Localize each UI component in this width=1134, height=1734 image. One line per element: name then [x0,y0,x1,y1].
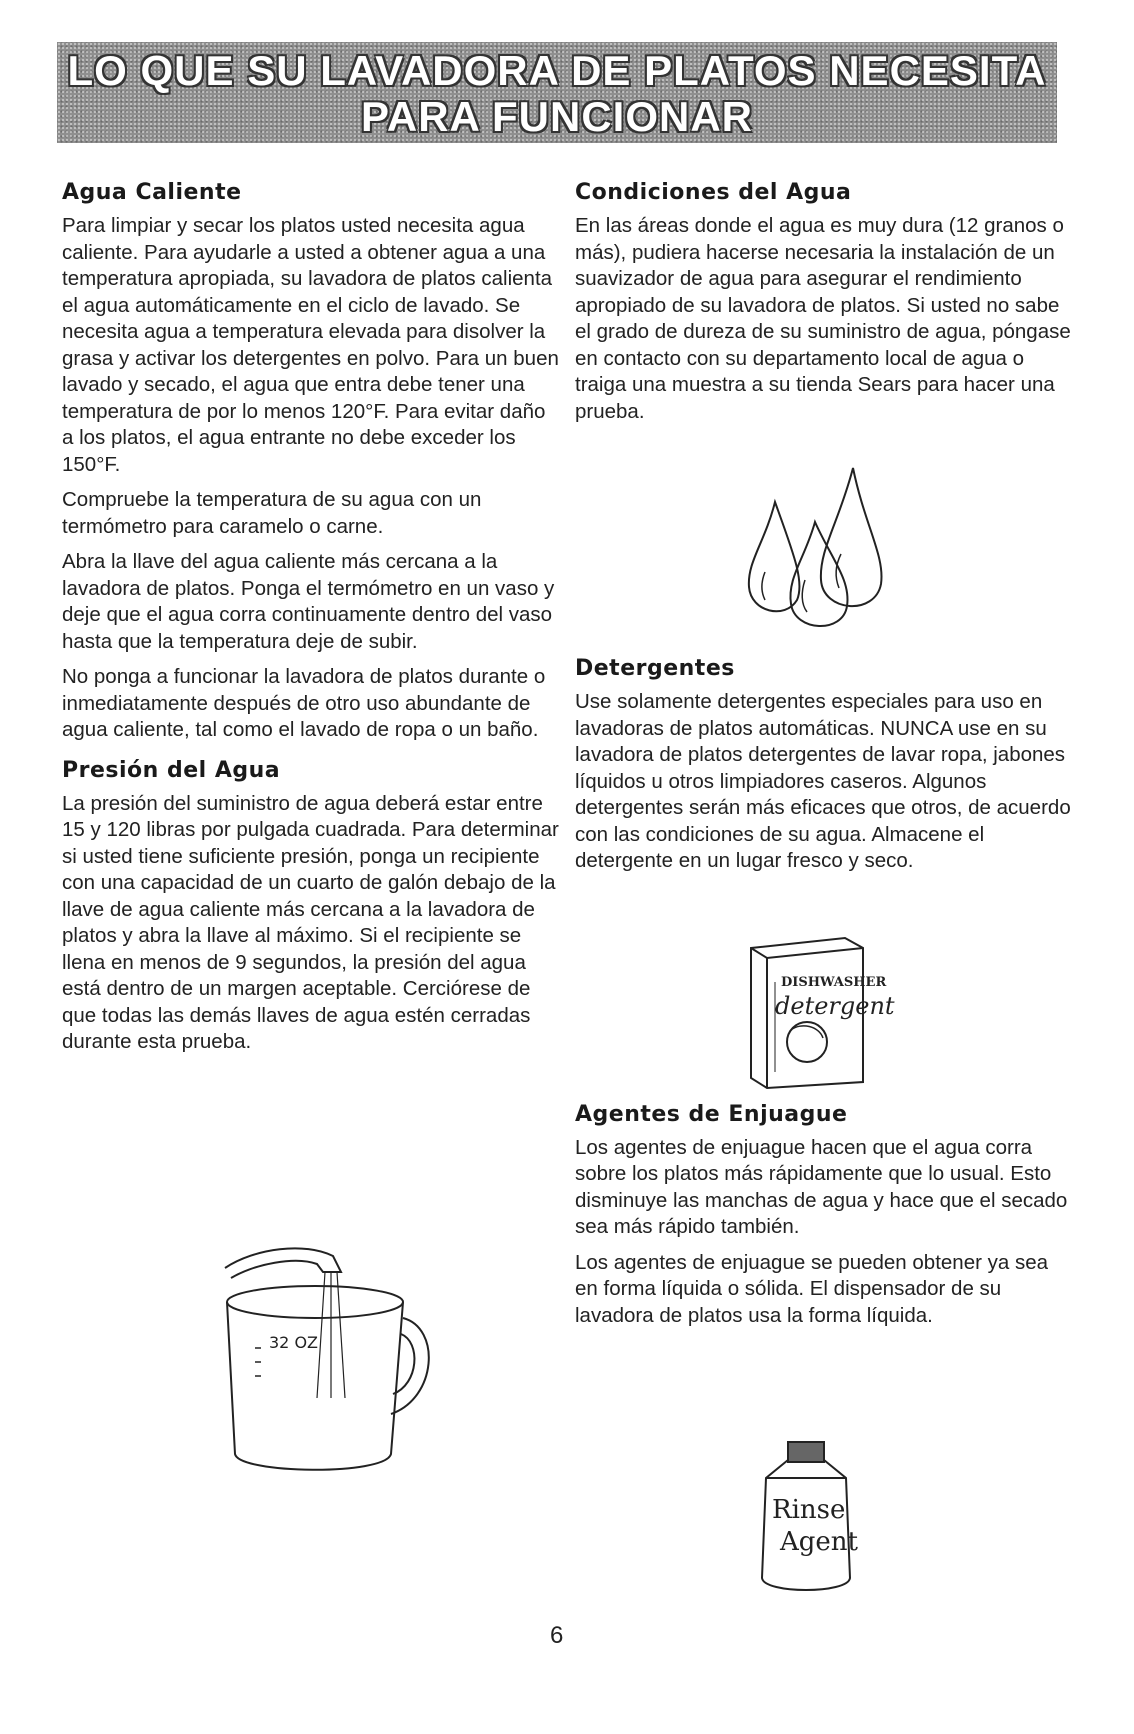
paragraph: No ponga a funcionar la lavadora de platos durante o inmediatamente después de otro uso abundante de agua caliente, tal como el lavado de ropa o un baño. [62,665,546,741]
bottle-label-rinse: Rinse [772,1495,846,1525]
box-label-dishwasher: DISHWASHER [781,975,887,990]
cup-label: 32 OZ [269,1333,318,1352]
paragraph: Use solamente detergentes especiales para uso en lavadoras de platos automáticas. NUNCA use en su lavadora de platos detergentes de lavar ropa, jabones líquidos u otros limpiadores caseros. Algunos detergentes serán más eficaces que otros, de acuerdo con las condiciones de su agua. Almacene el detergente en un lugar fresco y seco. [575,690,1071,872]
section-detergentes [575,656,1075,875]
section-title-detergentes: Detergentes [575,656,735,681]
section-title-presion: Presión del Agua [62,757,281,783]
page-number: 6 [550,1622,564,1649]
section-agentes-de-enjuague [575,1102,1075,1330]
measuring-cup-illustration [205,1238,445,1488]
section-condiciones-del-agua [575,180,1075,425]
section-title-agua-caliente: Agua Caliente [62,180,242,205]
paragraph: Compruebe la temperatura de su agua con un termómetro para caramelo o carne. [62,488,482,538]
rinse-agent-bottle-illustration [752,1438,862,1598]
paragraph: La presión del suministro de agua deberá estar entre 15 y 120 libras por pulgada cuadrada. Para determinar si usted tiene suficiente presión, ponga un recipiente con una capacidad de un cuarto de galón debajo de la llave de agua caliente más cercana a la lavadora de platos y abra la llave al máximo. Si el recipiente se llena en menos de 9 segundos, la presión del agua está dentro de un margen aceptable. Cerciórese de que todas las demás llaves de agua estén cerradas durante esta prueba. [62,791,559,1053]
page-banner [57,42,1057,143]
right-column [575,180,1075,1338]
paragraph: Los agentes de enjuague se pueden obtener ya sea en forma líquida o sólida. El dispensador de su lavadora de platos usa la forma líquida. [575,1250,1049,1327]
left-column [62,180,562,1065]
section-title-enjuague: Agentes de Enjuague [575,1101,848,1127]
section-title-condiciones: Condiciones del Agua [575,180,852,205]
water-droplets-illustration [735,462,915,642]
paragraph: Los agentes de enjuague hacen que el agua corra sobre los platos más rápidamente que lo usual. Esto disminuye las manchas de agua y hace que el secado sea más rápido también. [575,1135,1068,1238]
bottle-label-agent: Agent [780,1527,858,1557]
section-agua-caliente [62,180,562,744]
paragraph: En las áreas donde el agua es muy dura (12 granos o más), pudiera hacerse necesaria la instalación de un suavizador de agua para asegurar el rendimiento apropiado de su lavadora de platos. Si usted no sabe el grado de dureza de su suministro de agua, póngase en contacto con su departamento local de agua o traiga una muestra a su tienda Sears para hacer una prueba. [575,214,1071,423]
detergent-box-illustration [745,922,895,1092]
paragraph: Para limpiar y secar los platos usted necesita agua caliente. Para ayudarle a usted a obtener agua a una temperatura apropiada, su lavadora de platos calienta el agua automáticamente en el ciclo de lavado. Se necesita agua a temperatura elevada para disolver la grasa y activar los detergentes en polvo. Para un buen lavado y secado, el agua que entra debe tener una temperatura de por lo menos 120°F. Para evitar daño a los platos, el agua entrante no debe exceder los 150°F. [62,214,559,476]
section-presion-del-agua [62,758,562,1056]
paragraph: Abra la llave del agua caliente más cercana a la lavadora de platos. Ponga el termómetro en un vaso y deje que el agua corra continuamente dentro del vaso hasta que la temperatura deje de subir. [62,550,555,653]
banner-title-line-1: LO QUE SU LAVADORA DE PLATOS NECESITA [67,47,1047,94]
banner-title-line-2: PARA FUNCIONAR [361,93,753,140]
box-label-detergent: detergent [775,992,895,1020]
